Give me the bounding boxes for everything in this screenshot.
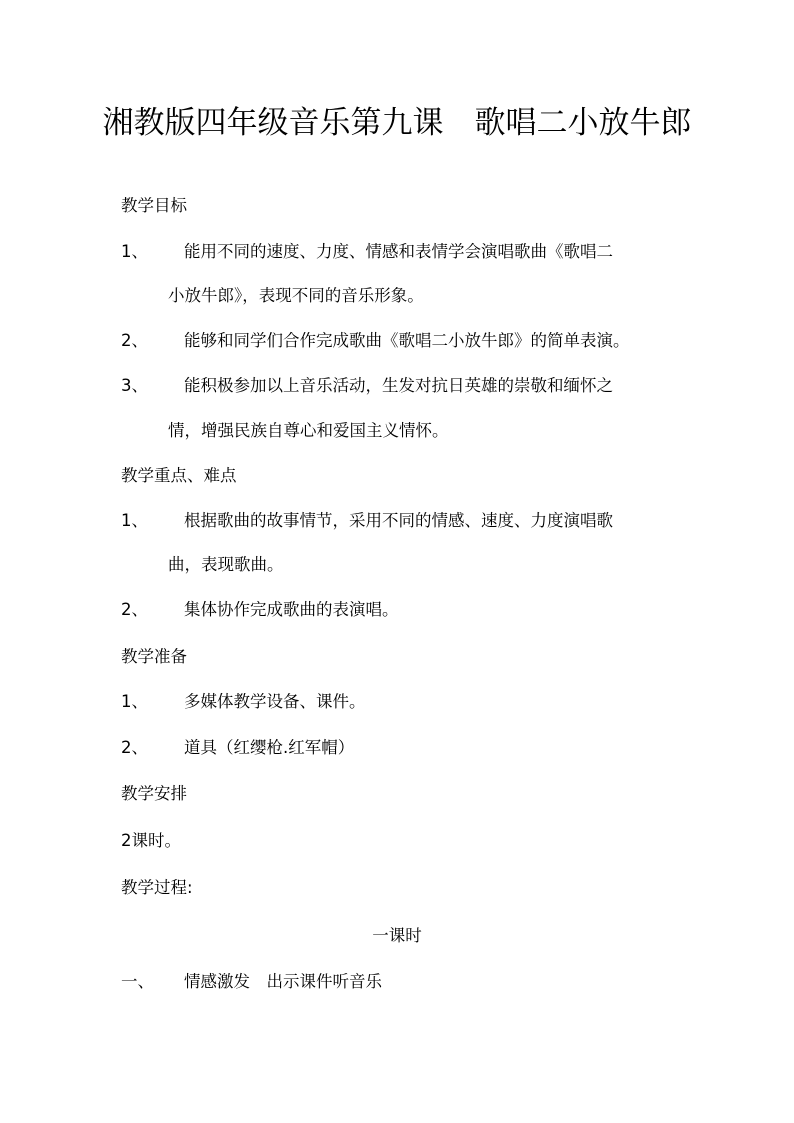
section-heading-keypoints: 教学重点、难点 — [121, 466, 237, 485]
section-heading-goals: 教学目标 — [121, 196, 187, 215]
goal-number-3: 3、 — [121, 376, 148, 395]
keypoint-text-1-cont: 曲，表现歌曲。 — [168, 555, 284, 574]
section-heading-prep: 教学准备 — [121, 647, 187, 666]
goal-text-1-cont: 小放牛郎》，表现不同的音乐形象。 — [168, 286, 424, 305]
prep-number-1: 1、 — [121, 692, 148, 711]
goal-text-2: 能够和同学们合作完成歌曲《歌唱二小放牛郎》的简单表演。 — [184, 331, 630, 350]
goal-text-3-cont: 情，增强民族自尊心和爱国主义情怀。 — [168, 421, 449, 440]
prep-text-2: 道具（红缨枪.红军帽） — [184, 738, 355, 757]
keypoint-number-2: 2、 — [121, 600, 148, 619]
goal-text-1: 能用不同的速度、力度、情感和表情学会演唱歌曲《歌唱二 — [184, 242, 613, 261]
keypoint-text-2: 集体协作完成歌曲的表演唱。 — [184, 600, 399, 619]
arrangement-text: 2课时。 — [121, 831, 181, 850]
step-text-1: 情感激发 出示课件听音乐 — [184, 972, 382, 991]
goal-number-1: 1、 — [121, 242, 148, 261]
document-title: 湘教版四年级音乐第九课 歌唱二小放牛郎 — [102, 105, 692, 141]
section-heading-arrangement: 教学安排 — [121, 784, 187, 803]
keypoint-number-1: 1、 — [121, 511, 148, 530]
keypoint-text-1: 根据歌曲的故事情节，采用不同的情感、速度、力度演唱歌 — [184, 511, 613, 530]
section-heading-process: 教学过程: — [121, 878, 193, 897]
goal-text-3: 能积极参加以上音乐活动，生发对抗日英雄的崇敬和缅怀之 — [184, 376, 613, 395]
prep-number-2: 2、 — [121, 738, 148, 757]
prep-text-1: 多媒体教学设备、课件。 — [184, 692, 366, 711]
goal-number-2: 2、 — [121, 331, 148, 350]
step-number-1: 一、 — [121, 972, 154, 991]
lesson-label: 一课时 — [372, 926, 422, 945]
